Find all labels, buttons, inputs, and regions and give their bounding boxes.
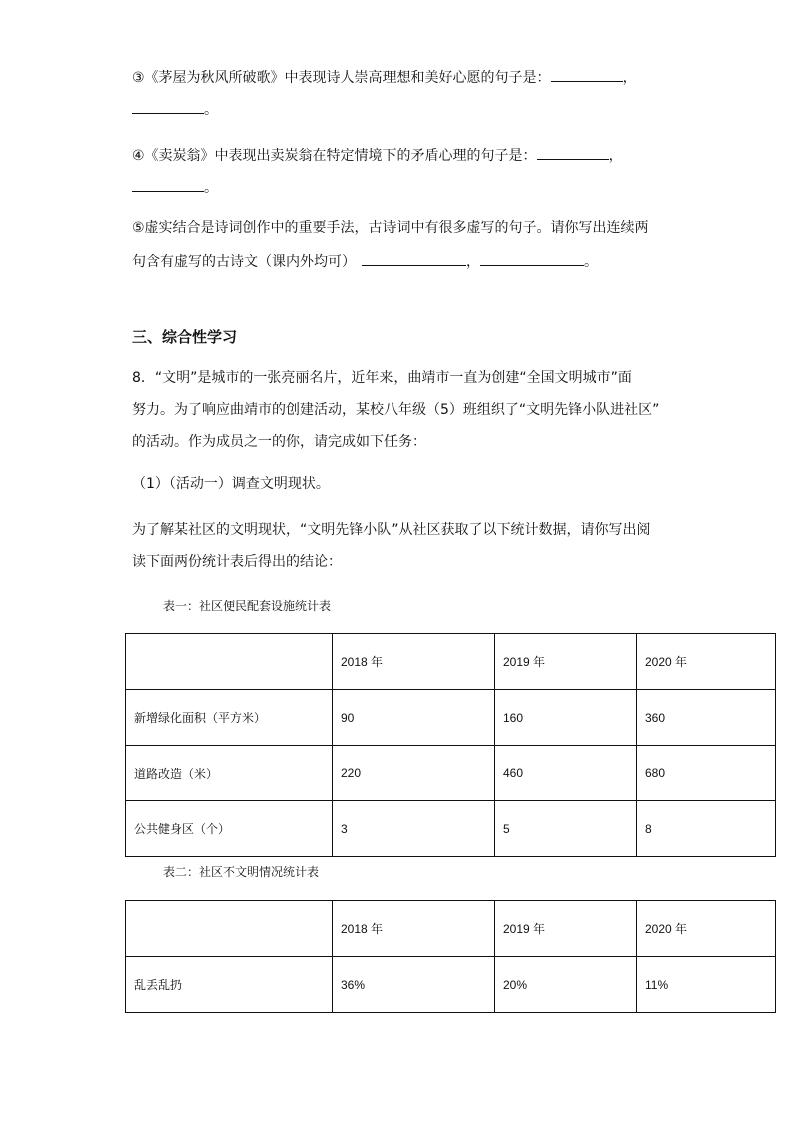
table-cell: 90 — [333, 690, 495, 746]
table-cell: 8 — [637, 801, 776, 857]
table-cell: 3 — [333, 801, 495, 857]
table1-caption: 表一：社区便民配套设施统计表 — [163, 599, 332, 613]
question-4-line2 — [132, 176, 218, 198]
row-label: 公共健身区（个） — [126, 801, 333, 857]
question-8-line3: 的活动。作为成员之一的你，请完成如下任务： — [132, 434, 426, 450]
comma: ， — [622, 70, 637, 86]
table-cell: 360 — [637, 690, 776, 746]
question-8-sub1: （1）（活动一）调查文明现状。 — [132, 476, 330, 492]
table-cell: 220 — [333, 746, 495, 801]
header-cell: 2019 年 — [495, 901, 637, 957]
comma: ， — [466, 254, 480, 270]
comma: ， — [608, 148, 623, 164]
answer-blank[interactable] — [132, 176, 204, 192]
question-8-line1: 8．“文明”是城市的一张亮丽名片，近年来，曲靖市一直为创建“全国文明城市”面 — [132, 370, 632, 386]
header-cell: 2018 年 — [333, 634, 495, 690]
period: 。 — [204, 180, 218, 196]
table-row — [126, 690, 776, 746]
table-row — [126, 746, 776, 801]
answer-blank[interactable] — [480, 250, 584, 266]
question-4-text: ④《卖炭翁》中表现出卖炭翁在特定情境下的矛盾心理的句子是： — [132, 148, 537, 164]
answer-blank[interactable] — [132, 98, 204, 114]
table-header-row — [126, 634, 776, 690]
table-row — [126, 957, 776, 1013]
period: 。 — [584, 254, 598, 270]
question-8-intro2: 读下面两份统计表后得出的结论： — [132, 554, 342, 570]
table1 — [125, 633, 776, 857]
question-5-text-2: 句含有虚写的古诗文（课内外均可） — [132, 254, 356, 270]
table-header-row — [126, 901, 776, 957]
question-3-line2 — [132, 98, 218, 120]
row-label: 新增绿化面积（平方米） — [126, 690, 333, 746]
row-label: 道路改造（米） — [126, 746, 333, 801]
table2-caption: 表二：社区不文明情况统计表 — [163, 865, 320, 879]
table-row — [126, 801, 776, 857]
question-8-line2: 努力。为了响应曲靖市的创建活动，某校八年级（5）班组织了“文明先锋小队进社区” — [132, 402, 660, 418]
table-cell: 160 — [495, 690, 637, 746]
section-title: 三、综合性学习 — [132, 328, 238, 346]
header-cell: 2019 年 — [495, 634, 637, 690]
answer-blank[interactable] — [362, 250, 466, 266]
question-3-text: ③《茅屋为秋风所破歌》中表现诗人崇高理想和美好心愿的句子是： — [132, 70, 551, 86]
table-cell: 36% — [333, 957, 495, 1013]
row-label: 乱丢乱扔 — [126, 957, 333, 1013]
table2 — [125, 900, 776, 1013]
answer-blank[interactable] — [537, 144, 609, 160]
table-cell: 680 — [637, 746, 776, 801]
question-8-intro1: 为了解某社区的文明现状，“文明先锋小队”从社区获取了以下统计数据，请你写出阅 — [132, 522, 651, 538]
header-cell: 2020 年 — [637, 901, 776, 957]
table-cell: 5 — [495, 801, 637, 857]
question-5-text-1: ⑤虚实结合是诗词创作中的重要手法，古诗词中有很多虚写的句子。请你写出连续两 — [132, 220, 649, 236]
answer-blank[interactable] — [551, 66, 623, 82]
header-cell: 2020 年 — [637, 634, 776, 690]
header-cell: 2018 年 — [333, 901, 495, 957]
question-5-line2 — [132, 250, 598, 272]
header-cell — [126, 901, 333, 957]
table-cell: 460 — [495, 746, 637, 801]
table-cell: 20% — [495, 957, 637, 1013]
question-5-line1 — [132, 218, 649, 238]
question-4-line1 — [132, 144, 623, 166]
header-cell — [126, 634, 333, 690]
period: 。 — [204, 102, 218, 118]
table-cell: 11% — [637, 957, 776, 1013]
question-3-line1 — [132, 66, 637, 88]
